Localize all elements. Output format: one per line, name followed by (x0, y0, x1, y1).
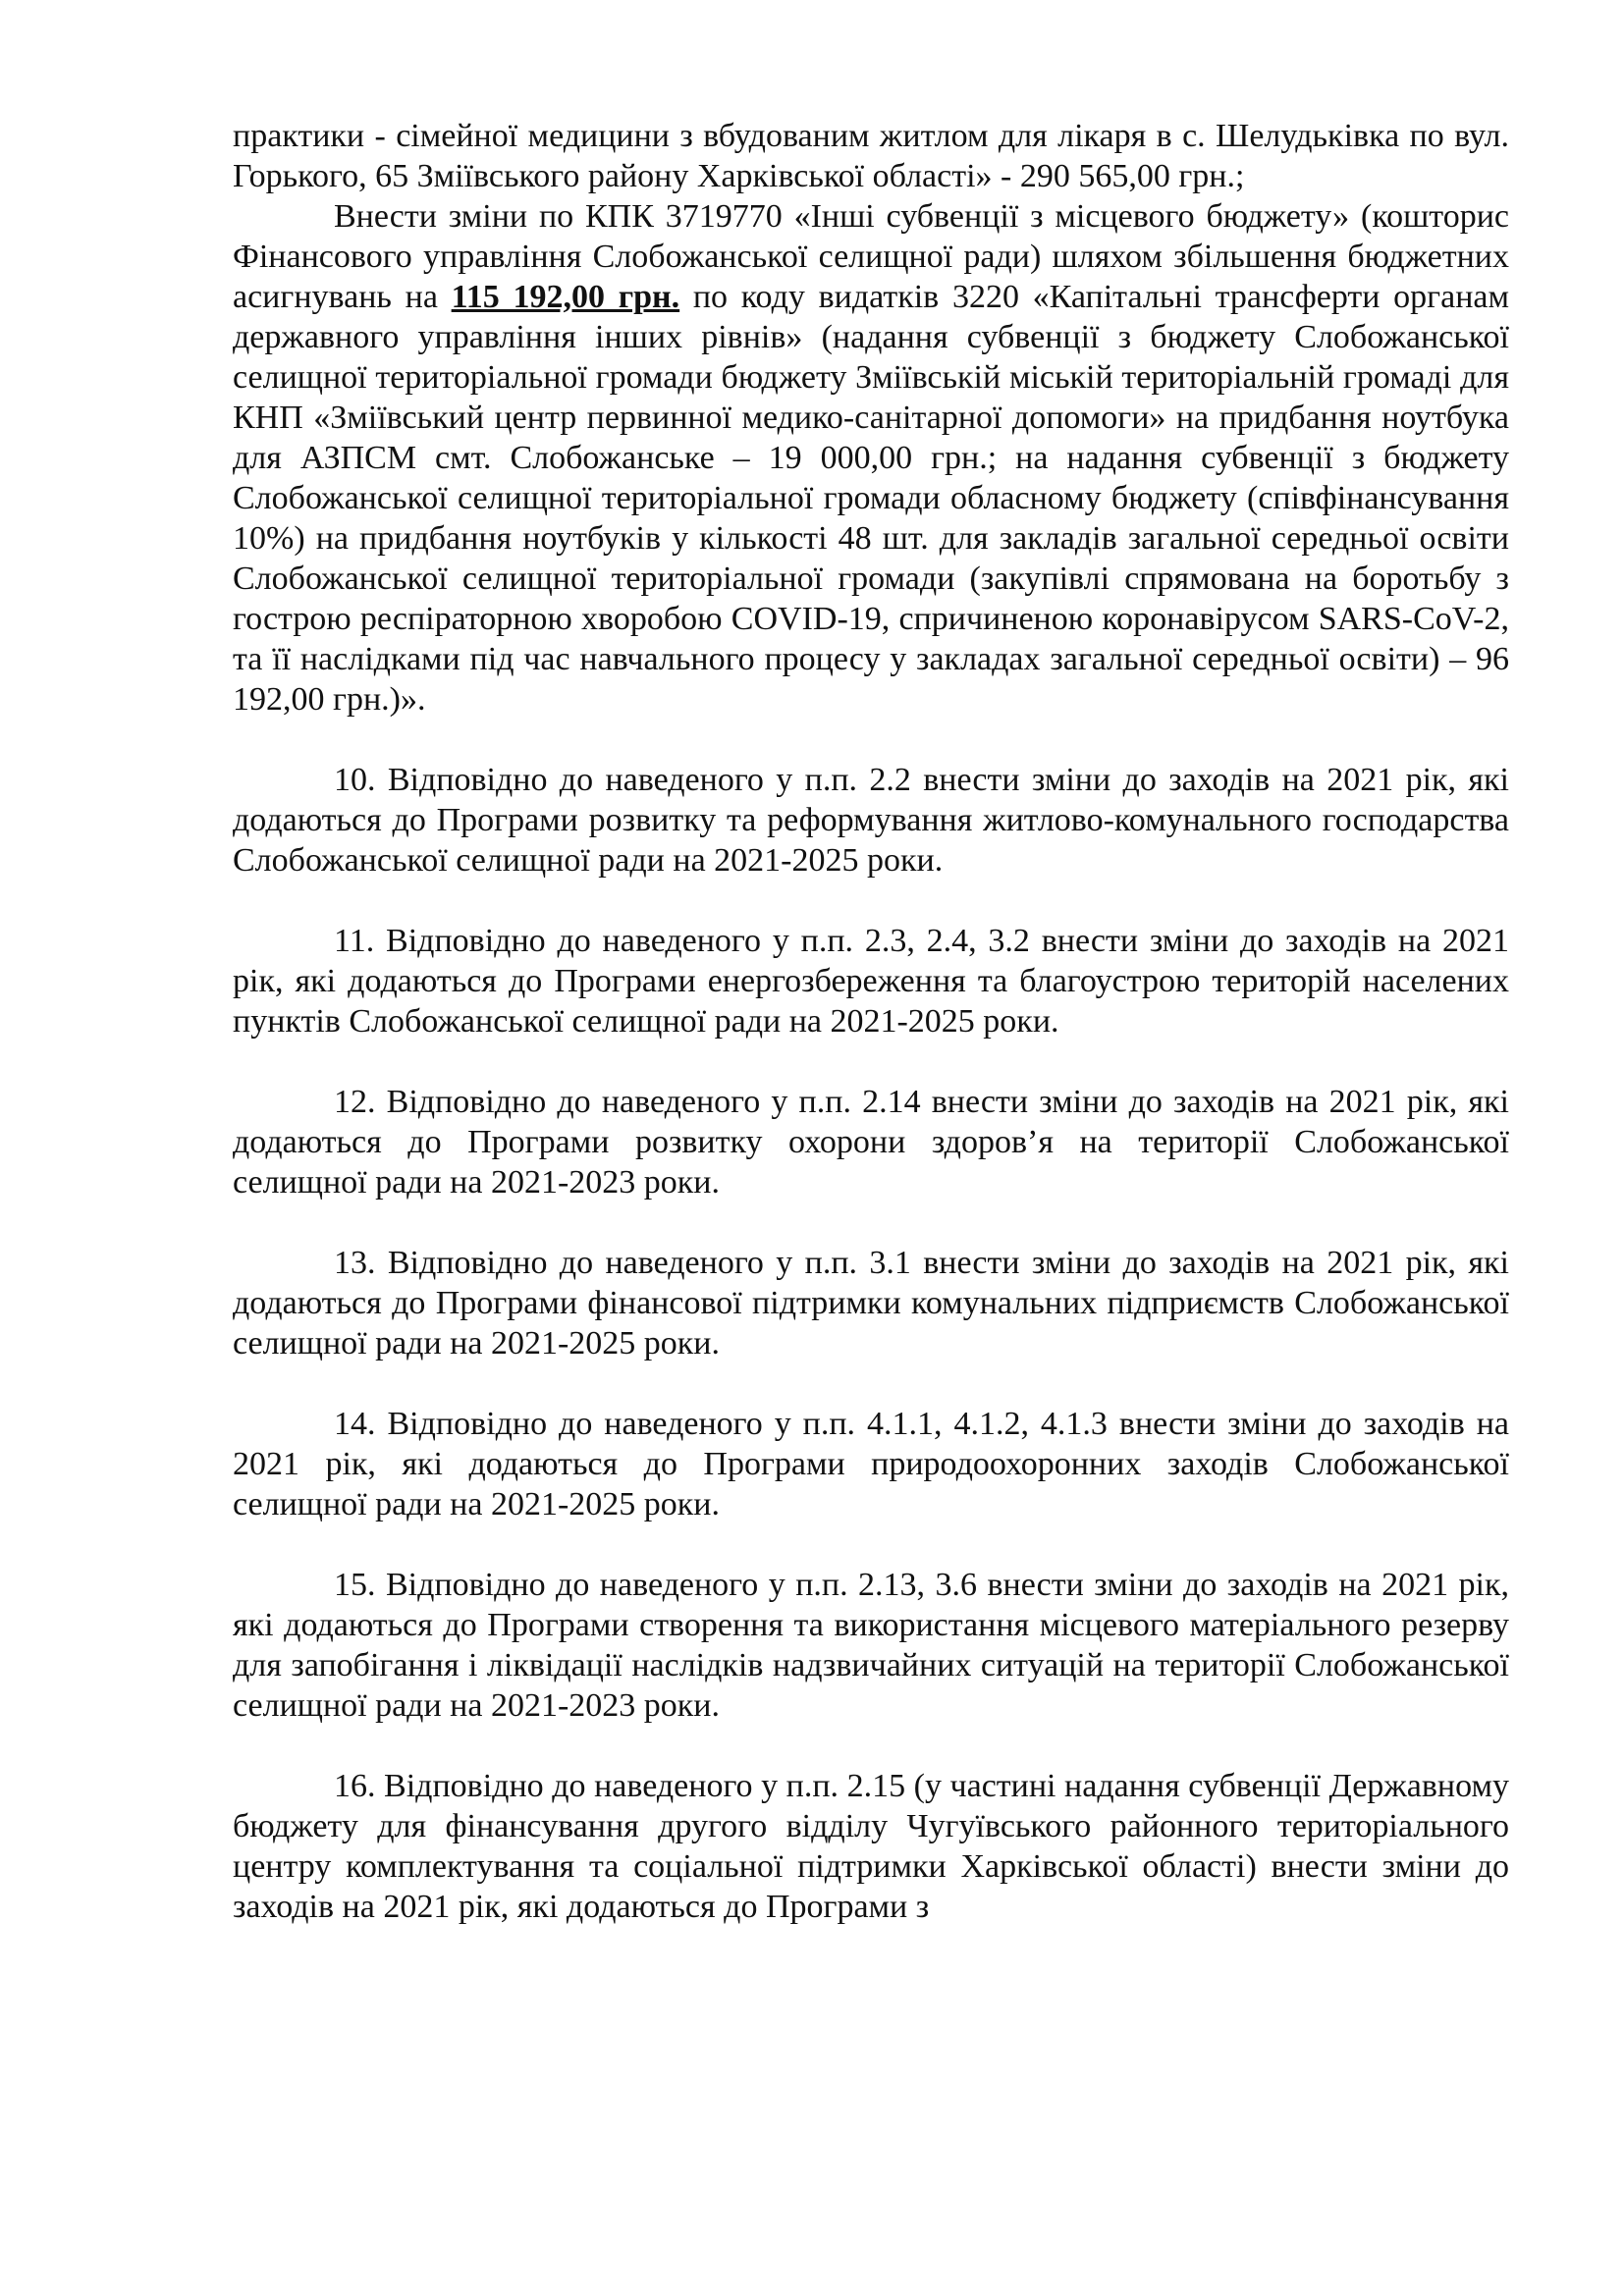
item-12-paragraph: 12. Відповідно до наведеного у п.п. 2.14 внести зміни до заходів на 2021 рік, які додаються до Програми розвитку охорони здоров’я на території Слобожанської селищної ради на 2021-2023 роки. (233, 1084, 1509, 1201)
item-14-paragraph: 14. Відповідно до наведеного у п.п. 4.1.1, 4.1.2, 4.1.3 внести зміни до заходів на 2021 рік, які додаються до Програми природоохоронних заходів Слобожанської селищної ради на 2021-2025 роки. (233, 1406, 1509, 1522)
kpk-3719770-paragraph (233, 196, 1509, 720)
document-body (233, 116, 1509, 1927)
item-16-paragraph: 16. Відповідно до наведеного у п.п. 2.15 (у частині надання субвенції Державному бюджету для фінансування другого відділу Чугуївського районного територіального центру комплектування та соціальної підтримки Харківської області) внести зміни до заходів на 2021 рік, які додаються до Програми з (233, 1768, 1509, 1925)
paragraph-gap (233, 720, 1509, 760)
paragraph-gap (233, 881, 1509, 921)
continuation-paragraph: практики - сімейної медицини з вбудованим житлом для лікаря в с. Шелудьківка по вул. Горького, 65 Зміївського району Харківської області» - 290 565,00 грн.; (233, 118, 1509, 194)
paragraph-gap (233, 1524, 1509, 1565)
kpk-amount: 115 192,00 грн. (451, 279, 680, 315)
paragraph-gap (233, 1202, 1509, 1243)
item-11-paragraph: 11. Відповідно до наведеного у п.п. 2.3, 2.4, 3.2 внести зміни до заходів на 2021 рік, які додаються до Програми енергозбереження та благоустрою територій населених пунктів Слобожанської селищної ради на 2021-2025 роки. (233, 923, 1509, 1040)
paragraph-gap (233, 1726, 1509, 1766)
kpk-text-after: по коду видатків 3220 «Капітальні трансферти органам державного управління інших рівнів» (надання субвенції з бюджету Слобожанської селищної територіальної громади бюджету Зміївській міській територіальній громаді для КНП «Зміївський центр первинної медико-санітарної допомоги» на придбання ноутбука для АЗПСМ смт. Слобожанське – 19 000,00 грн.; на надання субвенції з бюджету Слобожанської селищної територіальної громади обласному бюджету (співфінансування 10%) на придбання ноутбуків у кількості 48 шт. для закладів загальної середньої освіти Слобожанської селищної територіальної громади (закупівлі спрямована на боротьбу з гострою респіраторною хворобою COVID-19, спричиненою коронавірусом SARS-CoV-2, та її наслідками під час навчального процесу у закладах загальної середньої освіти) – 96 192,00 грн.)». (233, 279, 1510, 718)
paragraph-gap (233, 1041, 1509, 1082)
paragraph-gap (233, 1363, 1509, 1404)
item-10-paragraph: 10. Відповідно до наведеного у п.п. 2.2 внести зміни до заходів на 2021 рік, які додаються до Програми розвитку та реформування житлово-комунального господарства Слобожанської селищної ради на 2021-2025 роки. (233, 762, 1509, 879)
item-13-paragraph: 13. Відповідно до наведеного у п.п. 3.1 внести зміни до заходів на 2021 рік, які додаються до Програми фінансової підтримки комунальних підприємств Слобожанської селищної ради на 2021-2025 роки. (233, 1245, 1509, 1362)
item-15-paragraph: 15. Відповідно до наведеного у п.п. 2.13, 3.6 внести зміни до заходів на 2021 рік, які додаються до Програми створення та використання місцевого матеріального резерву для запобігання і ліквідації наслідків надзвичайних ситуацій на території Слобожанської селищної ради на 2021-2023 роки. (233, 1567, 1509, 1724)
kpk-text-before: Внести зміни по КПК 3719770 «Інші субвенції з місцевого бюджету» (кошторис Фінансового управління Слобожанської селищної ради) шляхом збільшення бюджетних асигнувань на (233, 198, 1509, 315)
